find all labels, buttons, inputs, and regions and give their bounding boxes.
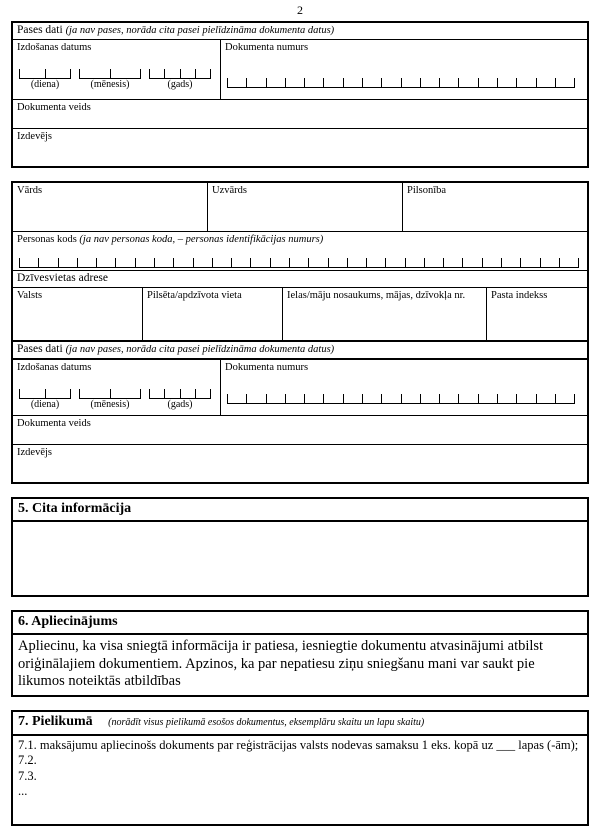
day-label-1: (diena) <box>30 79 60 90</box>
issue-date-label-2: Izdošanas datums <box>17 362 92 373</box>
section-other-title: 5. Cita informācija <box>13 499 587 522</box>
issue-date-input-2[interactable] <box>13 374 220 410</box>
year-label-2: (gads) <box>167 399 193 410</box>
section-confirmation <box>11 610 589 697</box>
doc-number-label-1: Dokumenta numurs <box>225 42 309 53</box>
passport-block-1-header-title: Pases dati <box>17 24 63 36</box>
passport-block-2-doc-type-cell[interactable] <box>13 416 587 445</box>
day-label-2: (diena) <box>30 399 60 410</box>
passport-block-1-doc-type-cell[interactable] <box>13 100 587 129</box>
address-country-cell[interactable] <box>13 288 143 340</box>
form-content <box>11 21 589 826</box>
passport-block-2-header <box>13 340 587 360</box>
first-name-cell[interactable] <box>13 183 208 231</box>
doc-number-input-1[interactable] <box>221 54 587 99</box>
doc-type-label-2: Dokumenta veids <box>17 418 91 429</box>
address-country-label: Valsts <box>17 290 43 301</box>
list-item[interactable]: 7.2. <box>18 753 37 767</box>
address-city-cell[interactable] <box>143 288 283 340</box>
issuer-label-1: Izdevējs <box>17 131 52 142</box>
list-item[interactable]: 7.3. <box>18 768 37 783</box>
last-name-cell[interactable] <box>208 183 403 231</box>
section-other-information <box>11 497 589 597</box>
citizenship-label: Pilsonība <box>407 185 447 196</box>
passport-block-1-date-number-row <box>13 40 587 100</box>
citizenship-cell[interactable] <box>403 183 587 231</box>
passport-block-1-doc-number-cell[interactable] <box>221 40 587 99</box>
address-city-label: Pilsēta/apdzīvota vieta <box>147 290 242 301</box>
list-item[interactable]: 7.1. maksājumu apliecinošs dokuments par reģistrācijas valsts nodevas samaksu 1 eks. kopā uz ___ lapas (-ām); <box>18 737 579 752</box>
issuer-label-2: Izdevējs <box>17 447 52 458</box>
list-item[interactable]: ... <box>18 784 28 798</box>
personal-code-note: (ja nav personas koda, – personas identifikācijas numurs) <box>79 234 324 245</box>
section-attachments-title: 7. Pielikumā <box>18 713 93 729</box>
passport-block-1-issue-date-cell[interactable] <box>13 40 221 99</box>
personal-code-label-wrap <box>13 232 587 246</box>
passport-block-1-issuer-cell[interactable] <box>13 129 587 166</box>
passport-data-block-1 <box>11 21 589 168</box>
section-attachments-title-bar <box>13 712 587 736</box>
name-row <box>13 183 587 232</box>
passport-block-2-issuer-cell[interactable] <box>13 445 587 482</box>
section-confirmation-title: 6. Apliecinājums <box>13 612 587 635</box>
address-street-label: Ielas/māju nosaukums, mājas, dzīvokļa nr. <box>287 290 466 301</box>
doc-number-input-2[interactable] <box>221 386 587 415</box>
section-attachments <box>11 710 589 826</box>
section-attachments-note: (norādīt visus pielikumā esošos dokumentus, eksemplāru skaitu un lapu skaitu) <box>108 716 425 728</box>
passport-block-2-issue-date-cell[interactable] <box>13 360 221 415</box>
first-name-label: Vārds <box>17 185 43 196</box>
passport-block-2-doc-number-cell[interactable] <box>221 360 587 415</box>
person-data-block <box>11 181 589 484</box>
address-postcode-cell[interactable] <box>487 288 587 340</box>
section-confirmation-text: Apliecinu, ka visa sniegtā informācija ir patiesa, iesniegtie dokumentu atvasinājumi atbilst oriģinālajiem dokumentiem. Apzinos, ka par nepatiesu ziņu sniegšanu mani var saukt pie likumos noteiktās atbildības <box>18 638 544 689</box>
issue-date-label-1: Izdošanas datums <box>17 42 92 53</box>
attachments-list[interactable] <box>13 736 587 824</box>
month-label-2: (mēnesis) <box>90 399 130 410</box>
address-postcode-label: Pasta indekss <box>491 290 548 301</box>
month-label-1: (mēnesis) <box>90 79 130 90</box>
year-label-1: (gads) <box>167 79 193 90</box>
issue-date-input-1[interactable] <box>13 54 220 90</box>
personal-code-input[interactable] <box>13 250 587 268</box>
passport-block-1-header <box>13 23 587 40</box>
passport-block-2-header-note: (ja nav pases, norāda cita pasei pielīdzināma dokumenta datus) <box>65 344 335 355</box>
page-number: 2 <box>297 3 303 17</box>
address-street-cell[interactable] <box>283 288 487 340</box>
passport-block-2-header-title: Pases dati <box>17 343 63 355</box>
personal-code-label: Personas kods <box>17 234 77 245</box>
passport-block-2-date-number-row <box>13 360 587 416</box>
address-row <box>13 288 587 340</box>
last-name-label: Uzvārds <box>212 185 247 196</box>
passport-block-1-header-note: (ja nav pases, norāda cita pasei pielīdzināma dokumenta datus) <box>65 25 335 36</box>
doc-type-label-1: Dokumenta veids <box>17 102 91 113</box>
section-other-input[interactable] <box>13 522 587 595</box>
address-header <box>13 271 587 288</box>
doc-number-label-2: Dokumenta numurs <box>225 362 309 373</box>
personal-code-cell[interactable] <box>13 232 587 271</box>
address-header-title: Dzīvesvietas adrese <box>17 272 109 284</box>
